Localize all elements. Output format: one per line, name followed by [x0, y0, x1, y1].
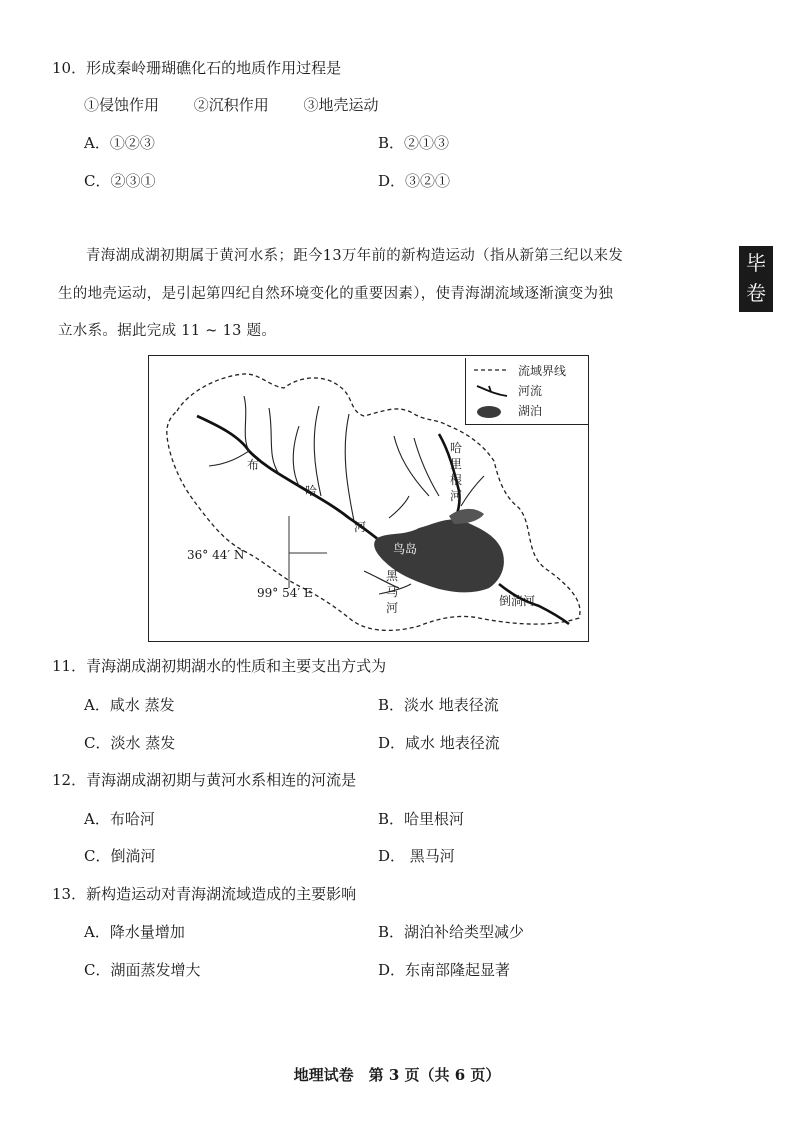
q10-option-c: C．②③①	[84, 172, 156, 190]
side-tab-top: 毕	[746, 251, 766, 275]
page-footer: 地理试卷 第 3 页（共 6 页）	[293, 1066, 501, 1084]
q12-option-d: D． 黑马河	[378, 847, 455, 865]
q10-option-b: B．②①③	[378, 134, 450, 152]
q12-stem: 12．青海湖成湖初期与黄河水系相连的河流是	[52, 771, 357, 789]
legend-lake-label: 湖泊	[518, 404, 543, 418]
label-longitude: 99° 54′ E	[257, 586, 313, 600]
side-tab-bottom: 卷	[746, 281, 766, 305]
q13-option-b: B．湖泊补给类型减少	[378, 923, 525, 941]
q12-option-b: B．哈里根河	[378, 810, 465, 828]
q11-option-c: C．淡水 蒸发	[84, 734, 176, 752]
q11-option-a: A．咸水 蒸发	[84, 696, 175, 714]
q10-stem: 10．形成秦岭珊瑚礁化石的地质作用过程是	[52, 59, 342, 77]
q11-option-b: B．淡水 地表径流	[378, 696, 499, 714]
qinghai-lake-map	[148, 355, 589, 642]
label-buhahe-2: 哈	[305, 484, 318, 498]
q10-option-a: A．①②③	[84, 134, 155, 152]
label-daotang-river: 倒淌河	[499, 594, 536, 608]
tributary	[345, 414, 354, 521]
q12-option-a: A．布哈河	[84, 810, 155, 828]
lake-inlet-lobe	[449, 509, 484, 524]
tributary	[269, 408, 279, 474]
label-harigen-river: 哈里根河	[449, 441, 462, 503]
label-niaodao: 鸟岛	[393, 542, 418, 556]
q10-option-d: D．③②①	[378, 172, 451, 190]
map-legend	[465, 358, 588, 425]
q10-items: ①侵蚀作用 ②沉积作用 ③地壳运动	[84, 96, 379, 114]
label-latitude: 36° 44′ N	[187, 548, 245, 562]
q13-option-c: C．湖面蒸发增大	[84, 961, 201, 979]
tributary	[244, 396, 249, 451]
q13-option-d: D．东南部隆起显著	[378, 961, 511, 979]
q13-stem: 13．新构造运动对青海湖流域造成的主要影响	[52, 885, 357, 903]
tributary	[389, 496, 409, 518]
passage-line-3: 立水系。据此完成 11 ~ 13 题。	[58, 323, 277, 339]
legend-boundary-label: 流域界线	[518, 364, 567, 378]
q12-option-c: C．倒淌河	[84, 847, 156, 865]
tributary	[293, 426, 299, 486]
q13-option-a: A．降水量增加	[84, 923, 185, 941]
tributary	[209, 451, 249, 466]
q11-option-d: D．咸水 地表径流	[378, 734, 500, 752]
q11-stem: 11．青海湖成湖初期湖水的性质和主要支出方式为	[52, 657, 387, 675]
tributary	[461, 476, 484, 506]
passage-line-2: 生的地壳运动，是引起第四纪自然环境变化的重要因素），使青海湖流域逐渐演变为独	[58, 286, 614, 302]
tributary	[414, 438, 439, 496]
tributary	[314, 406, 321, 496]
label-buhahe-1: 布	[247, 458, 260, 472]
label-heima-river: 黑马河	[385, 569, 398, 615]
legend-river-label: 河流	[518, 384, 543, 398]
label-buhahe-3: 河	[354, 520, 367, 534]
passage-line-1: 青海湖成湖初期属于黄河水系；距今13万年前的新构造运动（指从新第三纪以来发	[86, 248, 624, 264]
side-tab	[739, 246, 773, 312]
